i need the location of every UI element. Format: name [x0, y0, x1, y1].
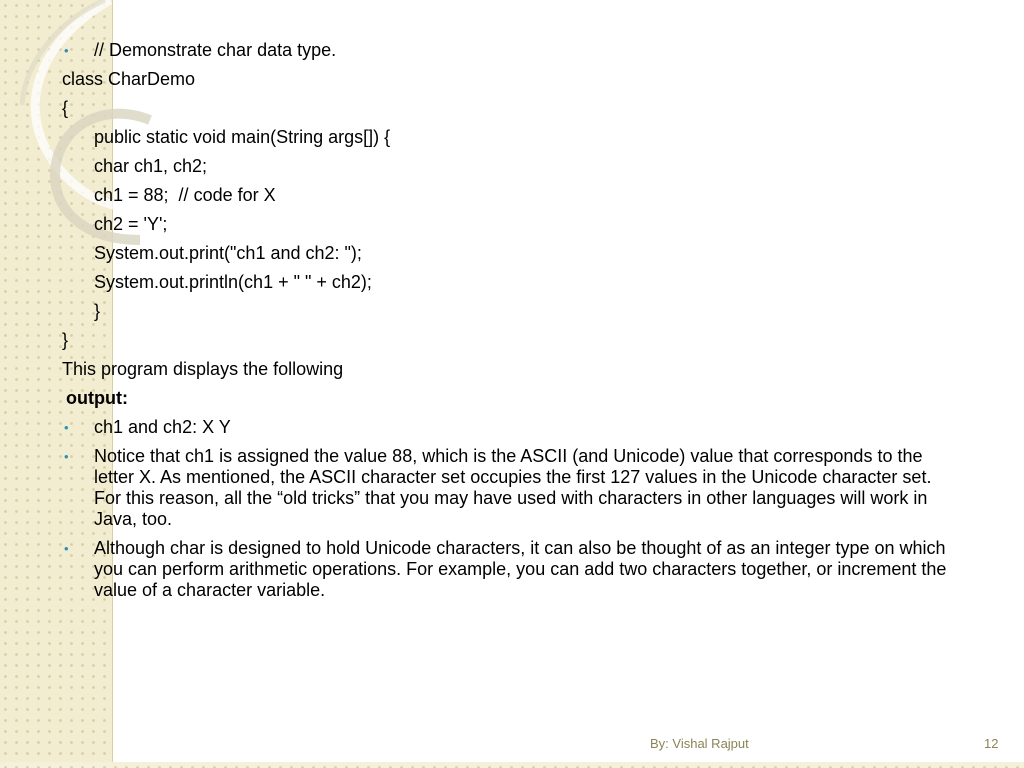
- code-assign-ch2-line: ch2 = 'Y';: [94, 214, 168, 234]
- code-println-line: System.out.println(ch1 + " " + ch2);: [94, 272, 372, 292]
- code-open-brace-line: {: [62, 98, 69, 118]
- output-value-line: • ch1 and ch2: X Y: [62, 413, 962, 442]
- decorative-bottom-band: [0, 762, 1024, 768]
- bullet-icon: •: [64, 449, 69, 464]
- paragraph-arithmetic-note: • Although char is designed to hold Unicode characters, it can also be thought of as an integer type on which you can perform arithmetic operations. For example, you can add two characters together, or increment the value of a character variable.: [64, 538, 947, 600]
- code-char-decl-line: char ch1, ch2;: [94, 156, 208, 176]
- code-assign-ch1-line: ch1 = 88; // code for X: [94, 185, 276, 205]
- code-comment-line: • // Demonstrate char data type.: [62, 36, 962, 65]
- code-class-line: class CharDemo: [62, 69, 196, 89]
- page-number: 12: [984, 736, 999, 751]
- paragraph-ascii-note: • Notice that ch1 is assigned the value 88, which is the ASCII (and Unicode) value that corresponds to the letter X. As mentioned, the ASCII character set occupies the first 127 values in the Unicode character set. For this reason, all the “old tricks” that you may have used with characters in other languages will work in Java, too.: [64, 446, 932, 529]
- code-outer-close-line: }: [62, 330, 69, 350]
- footer-author: By: Vishal Rajput: [650, 736, 749, 751]
- code-main-line: public static void main(String args[]) {: [94, 127, 391, 147]
- bullet-icon: •: [64, 541, 69, 556]
- output-intro-line: This program displays the following: [62, 359, 344, 379]
- slide-content: [62, 36, 962, 605]
- bullet-icon: •: [64, 43, 69, 58]
- bullet-icon: •: [64, 420, 69, 435]
- code-inner-close-line: }: [94, 301, 101, 321]
- code-print-line: System.out.print("ch1 and ch2: ");: [94, 243, 362, 263]
- output-label: output:: [66, 388, 128, 408]
- output-label-line: [62, 384, 962, 413]
